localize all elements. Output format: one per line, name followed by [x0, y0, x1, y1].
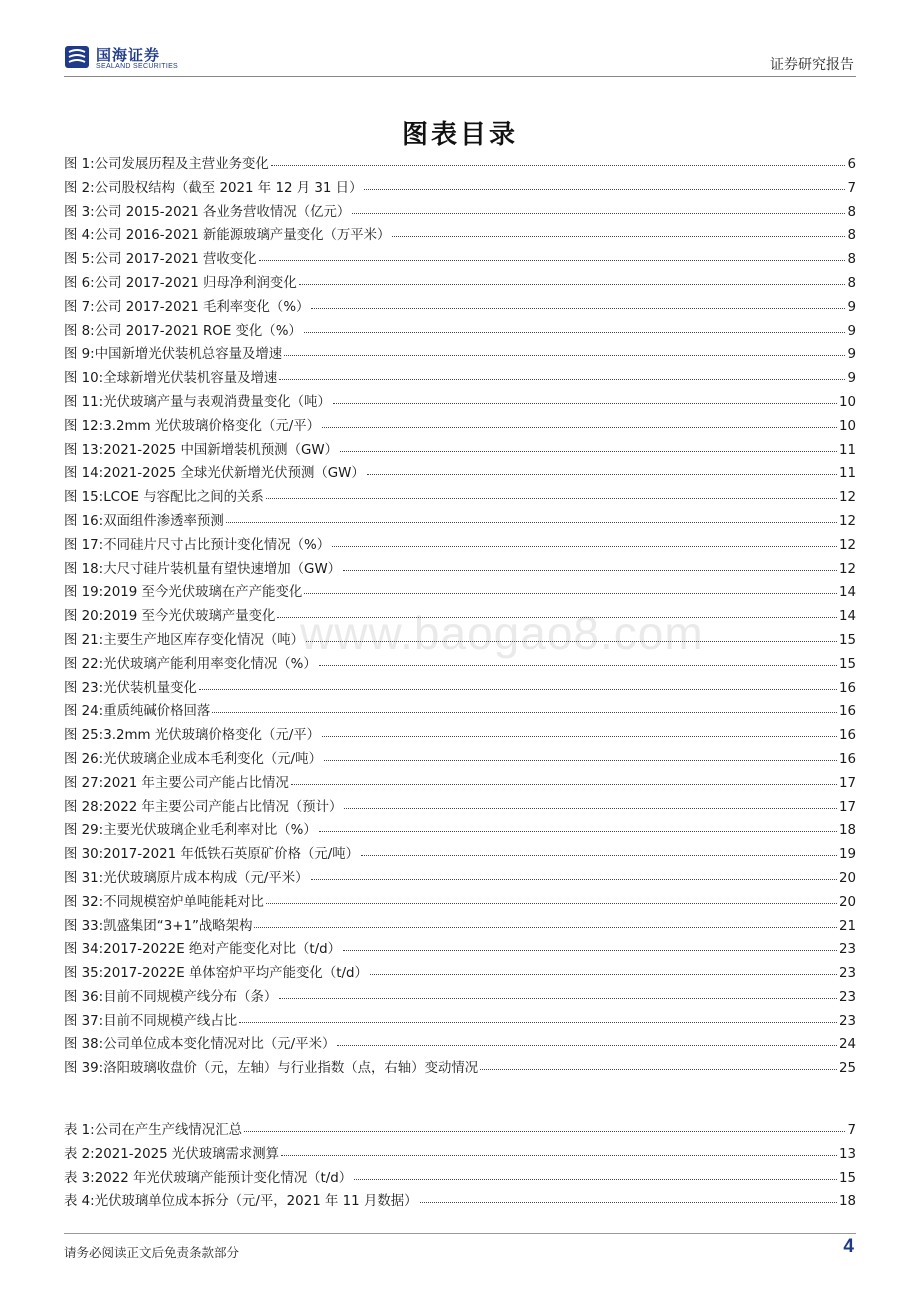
dot-leader [361, 844, 837, 858]
figure-entry-page: 11 [838, 442, 856, 458]
table-entry[interactable] [64, 1190, 856, 1214]
table-entry-label: 表 4: [64, 1194, 95, 1210]
table-entry-label: 表 3: [64, 1170, 95, 1186]
figure-entry-title: 全球新增光伏装机容量及增速 [103, 371, 278, 387]
figure-entry-label: 图 6: [64, 275, 95, 291]
figure-entry[interactable] [64, 462, 856, 486]
figure-entry-page: 9 [847, 299, 856, 315]
figure-entry-label: 图 32: [64, 894, 104, 910]
figure-entry-page: 16 [838, 728, 856, 744]
figure-entry-title: 公司 2017-2021 ROE 变化（%） [94, 323, 302, 339]
table-entry-page: 18 [838, 1194, 856, 1210]
figure-entry[interactable] [64, 224, 856, 248]
figure-entry[interactable] [64, 653, 856, 677]
figure-entry-label: 图 12: [64, 418, 104, 434]
dot-leader [244, 1120, 845, 1134]
figure-entry-title: 公司股权结构（截至 2021 年 12 月 31 日） [94, 180, 363, 196]
table-list [64, 1119, 856, 1214]
figure-entry[interactable] [64, 915, 856, 939]
dot-leader [324, 749, 837, 763]
figure-entry[interactable] [64, 819, 856, 843]
figure-entry-page: 6 [847, 157, 856, 172]
figure-entry-page: 18 [838, 823, 856, 839]
dot-leader [319, 654, 837, 668]
table-entry[interactable] [64, 1143, 856, 1167]
figure-entry-title: 光伏玻璃产量与表观消费量变化（吨） [103, 394, 331, 410]
dot-leader [299, 273, 846, 287]
figure-entry[interactable] [64, 343, 856, 367]
figure-entry-label: 图 11: [64, 394, 104, 410]
dot-leader [306, 630, 837, 644]
figure-entry-label: 图 27: [64, 775, 104, 791]
figure-entry-page: 23 [838, 989, 856, 1005]
figure-entry-title: 大尺寸硅片装机量有望快速增加（GW） [103, 561, 342, 577]
figure-entry-title: 洛阳玻璃收盘价（元，左轴）与行业指数（点，右轴）变动情况 [103, 1061, 479, 1077]
watermark: www.baogao8.com [300, 607, 704, 659]
figure-entry-page: 21 [838, 918, 856, 934]
figure-entry[interactable] [64, 962, 856, 986]
figure-entry-label: 图 25: [64, 728, 104, 744]
figure-entry[interactable] [64, 677, 856, 701]
figure-entry-title: 公司 2017-2021 毛利率变化（%） [94, 299, 310, 315]
figure-entry[interactable] [64, 367, 856, 391]
figure-entry-page: 23 [838, 1013, 856, 1029]
figure-entry-title: 公司 2015-2021 各业务营收情况（亿元） [94, 204, 351, 220]
figure-entry-label: 图 18: [64, 561, 104, 577]
figure-entry[interactable] [64, 486, 856, 510]
table-entry-title: 2022 年光伏玻璃产能预计变化情况（t/d） [94, 1170, 353, 1186]
figure-entry-title: 3.2mm 光伏玻璃价格变化（元/平） [103, 728, 321, 744]
figure-entry-title: 2021-2025 全球光伏新增光伏预测（GW） [103, 466, 365, 482]
figure-entry[interactable] [64, 605, 856, 629]
figure-entry[interactable] [64, 772, 856, 796]
dot-leader [420, 1191, 837, 1205]
dot-leader [322, 725, 837, 739]
table-entry-title: 光伏玻璃单位成本拆分（元/平，2021 年 11 月数据） [94, 1194, 418, 1210]
figure-entry[interactable] [64, 201, 856, 225]
dot-leader [392, 225, 845, 239]
figure-entry-page: 12 [838, 513, 856, 529]
figure-entry[interactable] [64, 581, 856, 605]
figure-entry-label: 图 14: [64, 466, 104, 482]
figure-entry-label: 图 39: [64, 1061, 104, 1077]
figure-entry-label: 图 28: [64, 799, 104, 815]
dot-leader [311, 868, 837, 882]
dot-leader [226, 511, 837, 525]
figure-entry[interactable] [64, 439, 856, 463]
figure-entry[interactable] [64, 724, 856, 748]
figure-entry-label: 图 37: [64, 1013, 104, 1029]
footer-disclaimer: 请务必阅读正文后免责条款部分 [64, 1245, 240, 1260]
figure-entry[interactable] [64, 534, 856, 558]
table-entry-title: 2021-2025 光伏玻璃需求测算 [94, 1146, 280, 1162]
figure-entry-label: 图 20: [64, 609, 104, 625]
figure-entry-page: 11 [838, 466, 856, 482]
footer-divider [64, 1233, 856, 1234]
dot-leader [343, 939, 837, 953]
dot-leader [352, 202, 845, 216]
figure-entry-page: 23 [838, 942, 856, 958]
figure-entry-label: 图 19: [64, 585, 104, 601]
figure-entry-label: 图 34: [64, 942, 104, 958]
dot-leader [344, 797, 837, 811]
figure-entry-page: 7 [847, 180, 856, 196]
figure-entry-title: 主要生产地区库存变化情况（吨） [103, 632, 305, 648]
figure-entry-page: 14 [838, 609, 856, 625]
figure-entry-label: 图 8: [64, 323, 95, 339]
figure-entry[interactable] [64, 629, 856, 653]
report-type-label: 证券研究报告 [770, 57, 854, 73]
figure-entry-label: 图 13: [64, 442, 104, 458]
figure-entry-label: 图 29: [64, 823, 104, 839]
figure-entry-page: 9 [847, 371, 856, 387]
figure-entry-title: 目前不同规模产线分布（条） [103, 989, 278, 1005]
figure-entry-page: 23 [838, 966, 856, 982]
dot-leader [281, 1144, 837, 1158]
figure-entry[interactable] [64, 296, 856, 320]
figure-entry-label: 图 17: [64, 537, 104, 553]
figure-entry-page: 8 [847, 252, 856, 268]
dot-leader [284, 344, 845, 358]
dot-leader [259, 249, 846, 263]
figure-entry-page: 19 [838, 847, 856, 863]
company-logo [64, 44, 214, 74]
dot-leader [266, 487, 837, 501]
figure-entry[interactable] [64, 700, 856, 724]
dot-leader [239, 1011, 837, 1025]
figure-entry-title: 2021-2025 中国新增装机预测（GW） [103, 442, 338, 458]
figure-entry[interactable] [64, 867, 856, 891]
figure-entry[interactable] [64, 248, 856, 272]
figure-entry-title: LCOE 与容配比之间的关系 [103, 490, 264, 506]
figure-entry-page: 8 [847, 275, 856, 291]
dot-leader [337, 1034, 837, 1048]
figure-entry[interactable] [64, 415, 856, 439]
dot-leader [271, 154, 846, 168]
figure-entry-label: 图 7: [64, 299, 95, 315]
figure-entry-page: 8 [847, 228, 856, 244]
figure-entry-label: 图 38: [64, 1037, 104, 1053]
figure-entry-page: 17 [838, 775, 856, 791]
figure-entry-page: 12 [838, 561, 856, 577]
dot-leader [332, 535, 837, 549]
figure-entry-label: 图 30: [64, 847, 104, 863]
figure-entry-title: 公司发展历程及主营业务变化 [94, 157, 269, 172]
figure-entry[interactable] [64, 153, 856, 177]
figure-entry-page: 15 [838, 632, 856, 648]
figure-entry-title: 光伏装机量变化 [103, 680, 197, 696]
dot-leader [254, 916, 836, 930]
figure-entry-label: 图 23: [64, 680, 104, 696]
figure-entry-label: 图 24: [64, 704, 104, 720]
dot-leader [333, 392, 837, 406]
dot-leader [343, 559, 837, 573]
figure-entry-page: 12 [838, 490, 856, 506]
figure-entry-label: 图 5: [64, 252, 95, 268]
figure-entry-label: 图 10: [64, 371, 104, 387]
figure-entry-label: 图 36: [64, 989, 104, 1005]
header-divider [64, 76, 856, 77]
figure-entry-label: 图 4: [64, 228, 95, 244]
figure-entry-page: 9 [847, 347, 856, 363]
table-entry[interactable] [64, 1119, 856, 1143]
figure-entry[interactable] [64, 1057, 856, 1081]
figure-entry-page: 15 [838, 656, 856, 672]
figure-entry-title: 凯盛集团“3+1”战略架构 [103, 918, 253, 934]
figure-entry-title: 2019 至今光伏玻璃产量变化 [103, 609, 276, 625]
dot-leader [322, 416, 837, 430]
figure-entry-title: 2022 年主要公司产能占比情况（预计） [103, 799, 343, 815]
figure-entry-title: 主要光伏玻璃企业毛利率对比（%） [103, 823, 317, 839]
table-entry-page: 15 [838, 1170, 856, 1186]
figure-entry-page: 10 [838, 418, 856, 434]
figure-entry[interactable] [64, 1033, 856, 1057]
brand-name-en: SEALAND SECURITIES [96, 63, 179, 70]
figure-entry-page: 9 [847, 323, 856, 339]
figure-entry-page: 10 [838, 394, 856, 410]
figure-entry-title: 2017-2022E 绝对产能变化对比（t/d） [103, 942, 342, 958]
figure-entry-label: 图 1: [64, 157, 95, 172]
figure-entry-label: 图 26: [64, 751, 104, 767]
figure-entry[interactable] [64, 558, 856, 582]
figure-entry-label: 图 33: [64, 918, 104, 934]
dot-leader [279, 368, 845, 382]
figure-entry-label: 图 3: [64, 204, 95, 220]
table-entry-page: 7 [847, 1123, 856, 1138]
figure-entry-label: 图 31: [64, 870, 104, 886]
figure-entry-title: 双面组件渗透率预测 [103, 513, 224, 529]
figure-list [64, 153, 856, 1081]
figure-entry-label: 图 21: [64, 632, 104, 648]
figure-entry-page: 8 [847, 204, 856, 220]
figure-entry-label: 图 22: [64, 656, 104, 672]
figure-entry-title: 公司单位成本变化情况对比（元/平米） [103, 1037, 336, 1053]
figure-entry[interactable] [64, 272, 856, 296]
figure-entry[interactable] [64, 843, 856, 867]
figure-entry-title: 公司 2016-2021 新能源玻璃产量变化（万平米） [94, 228, 391, 244]
figure-entry[interactable] [64, 391, 856, 415]
dot-leader [266, 892, 837, 906]
figure-entry[interactable] [64, 1010, 856, 1034]
table-entry[interactable] [64, 1167, 856, 1191]
page-title: 图表目录 [401, 120, 518, 150]
figure-entry-title: 2021 年主要公司产能占比情况 [103, 775, 289, 791]
figure-entry[interactable] [64, 986, 856, 1010]
figure-entry-title: 2017-2022E 单体窑炉平均产能变化（t/d） [103, 966, 368, 982]
figure-entry-page: 25 [838, 1061, 856, 1077]
figure-entry[interactable] [64, 177, 856, 201]
page-header [0, 0, 920, 80]
dot-leader [291, 773, 837, 787]
figure-entry-page: 17 [838, 799, 856, 815]
dot-leader [311, 297, 845, 311]
figure-entry[interactable] [64, 938, 856, 962]
dot-leader [212, 701, 837, 715]
figure-entry-page: 12 [838, 537, 856, 553]
figure-entry-title: 2019 至今光伏玻璃在产产能变化 [103, 585, 303, 601]
dot-leader [304, 321, 846, 335]
figure-entry[interactable] [64, 748, 856, 772]
figure-entry[interactable] [64, 510, 856, 534]
figure-entry-page: 16 [838, 704, 856, 720]
dot-leader [277, 606, 837, 620]
dot-leader [367, 463, 837, 477]
figure-entry[interactable] [64, 891, 856, 915]
dot-leader [480, 1058, 837, 1072]
figure-entry-title: 不同规模窑炉单吨能耗对比 [103, 894, 264, 910]
dot-leader [199, 678, 837, 692]
table-entry-page: 13 [838, 1146, 856, 1162]
figure-entry-label: 图 35: [64, 966, 104, 982]
dot-leader [354, 1168, 837, 1182]
figure-entry-page: 24 [838, 1037, 856, 1053]
figure-entry-page: 16 [838, 751, 856, 767]
figure-entry-title: 不同硅片尺寸占比预计变化情况（%） [103, 537, 331, 553]
brand-name-cn: 国海证券 [96, 46, 161, 64]
page-number: 4 [843, 1236, 854, 1257]
dot-leader [364, 178, 845, 192]
figure-entry-page: 20 [838, 894, 856, 910]
figure-entry-page: 14 [838, 585, 856, 601]
figure-entry-title: 中国新增光伏装机总容量及增速 [94, 347, 283, 363]
figure-entry-title: 光伏玻璃产能利用率变化情况（%） [103, 656, 317, 672]
figure-entry[interactable] [64, 796, 856, 820]
dot-leader [279, 987, 837, 1001]
figure-entry-title: 公司 2017-2021 营收变化 [94, 252, 257, 268]
figure-entry-page: 20 [838, 870, 856, 886]
figure-entry-title: 公司 2017-2021 归母净利润变化 [94, 275, 297, 291]
table-entry-label: 表 2: [64, 1146, 95, 1162]
dot-leader [370, 963, 837, 977]
figure-entry-title: 3.2mm 光伏玻璃价格变化（元/平） [103, 418, 321, 434]
dot-leader [319, 820, 837, 834]
dot-leader [340, 440, 837, 454]
figure-entry[interactable] [64, 320, 856, 344]
figure-entry-title: 光伏玻璃企业成本毛利变化（元/吨） [103, 751, 322, 767]
figure-entry-title: 2017-2021 年低铁石英原矿价格（元/吨） [103, 847, 360, 863]
figure-entry-label: 图 15: [64, 490, 104, 506]
figure-entry-label: 图 16: [64, 513, 104, 529]
sealand-logo-icon [64, 44, 90, 70]
figure-entry-page: 16 [838, 680, 856, 696]
table-entry-title: 公司在产生产线情况汇总 [94, 1123, 242, 1138]
table-entry-label: 表 1: [64, 1123, 95, 1138]
dot-leader [304, 582, 837, 596]
figure-entry-label: 图 2: [64, 180, 95, 196]
figure-entry-title: 目前不同规模产线占比 [103, 1013, 238, 1029]
figure-entry-title: 重质纯碱价格回落 [103, 704, 211, 720]
figure-entry-label: 图 9: [64, 347, 95, 363]
figure-entry-title: 光伏玻璃原片成本构成（元/平米） [103, 870, 309, 886]
